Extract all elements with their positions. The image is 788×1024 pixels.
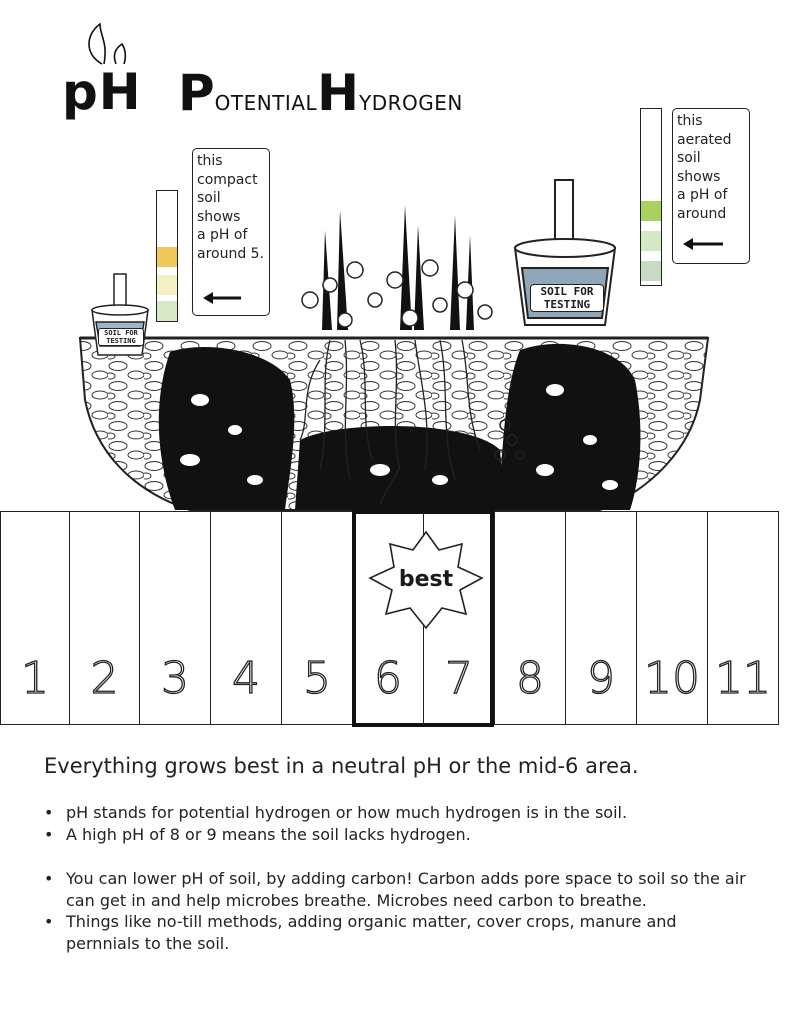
ph-number: 7 bbox=[445, 653, 473, 704]
ph-cell-8 bbox=[494, 511, 566, 725]
bullet-item: • pH stands for potential hydrogen or how much hydrogen is in the soil. bbox=[44, 802, 754, 824]
ph-cell-3 bbox=[139, 511, 211, 725]
strip-right-pad-1 bbox=[641, 201, 661, 221]
callout-right-line-5: a pH of bbox=[677, 187, 728, 204]
callout-left-line-2: compact bbox=[197, 171, 258, 188]
bullet-list-2 bbox=[44, 868, 754, 954]
bullet-list-1 bbox=[44, 802, 754, 845]
headline: Everything grows best in a neutral pH or the mid-6 area. bbox=[44, 754, 639, 778]
callout-right-line-3: soil bbox=[677, 150, 701, 167]
callout-left-line-1: this bbox=[197, 153, 223, 169]
test-strip-left bbox=[156, 190, 178, 322]
jar-label-right-line2: TESTING bbox=[543, 298, 591, 311]
title-ph: pH bbox=[62, 63, 142, 121]
ph-number: 5 bbox=[303, 653, 331, 704]
callout-left-line-4: shows bbox=[197, 208, 241, 225]
strip-right-pad-3 bbox=[641, 261, 661, 281]
ph-number: 2 bbox=[90, 653, 119, 704]
jar-label-right bbox=[530, 284, 604, 312]
strip-left-pad-1 bbox=[157, 247, 177, 267]
callout-left-line-3: soil bbox=[197, 190, 221, 207]
ph-number: 3 bbox=[161, 653, 189, 704]
ph-number: 9 bbox=[587, 653, 615, 704]
callout-aerated-soil bbox=[672, 108, 750, 264]
ph-cell-10 bbox=[636, 511, 708, 725]
ph-number: 10 bbox=[644, 653, 700, 704]
ph-cell-11 bbox=[707, 511, 779, 725]
ph-cell-1 bbox=[0, 511, 70, 725]
strip-right-pad-2 bbox=[641, 231, 661, 251]
callout-left-line-6: around 5. bbox=[197, 245, 265, 262]
jar-label-left-line1: SOIL FOR bbox=[104, 329, 138, 337]
best-label: best bbox=[398, 567, 454, 592]
left-arrow-icon bbox=[201, 291, 243, 305]
jar-label-left-line2: TESTING bbox=[106, 337, 136, 345]
ph-number: 1 bbox=[21, 653, 49, 704]
title-ydrogen: YDROGEN bbox=[359, 91, 463, 115]
ph-cell-2 bbox=[69, 511, 140, 725]
ph-number: 6 bbox=[374, 653, 402, 704]
ph-cell-9 bbox=[565, 511, 637, 725]
bullet-item: • You can lower pH of soil, by adding carbon! Carbon adds pore space to soil so the air can get in and help microbes breathe. Microbes need carbon to breathe. bbox=[44, 868, 754, 911]
jar-label-left bbox=[98, 328, 144, 346]
title-otential: OTENTIAL bbox=[214, 91, 318, 115]
ph-number: 8 bbox=[516, 653, 544, 704]
strip-left-pad-2 bbox=[157, 275, 177, 295]
callout-right-line-1: this bbox=[677, 113, 703, 129]
title-p: P bbox=[178, 64, 215, 122]
ph-number: 11 bbox=[715, 653, 771, 704]
callout-right-line-6: around bbox=[677, 205, 727, 222]
jar-label-right-line1: SOIL FOR bbox=[540, 285, 594, 298]
test-strip-right bbox=[640, 108, 662, 286]
strip-left-pad-3 bbox=[157, 301, 177, 321]
callout-right-line-2: aerated bbox=[677, 131, 732, 148]
callout-compact-soil bbox=[192, 148, 270, 316]
callout-right-line-4: shows bbox=[677, 168, 721, 185]
left-arrow-icon bbox=[681, 237, 725, 251]
bullet-item: • Things like no-till methods, adding organic matter, cover crops, manure and pernnials to the soil. bbox=[44, 911, 754, 954]
callout-left-line-5: a pH of bbox=[197, 227, 248, 244]
ph-cell-4 bbox=[210, 511, 282, 725]
bullet-item: • A high pH of 8 or 9 means the soil lacks hydrogen. bbox=[44, 824, 754, 846]
title-h: H bbox=[317, 64, 360, 122]
ph-cell-5 bbox=[281, 511, 353, 725]
ph-number: 4 bbox=[232, 653, 260, 704]
